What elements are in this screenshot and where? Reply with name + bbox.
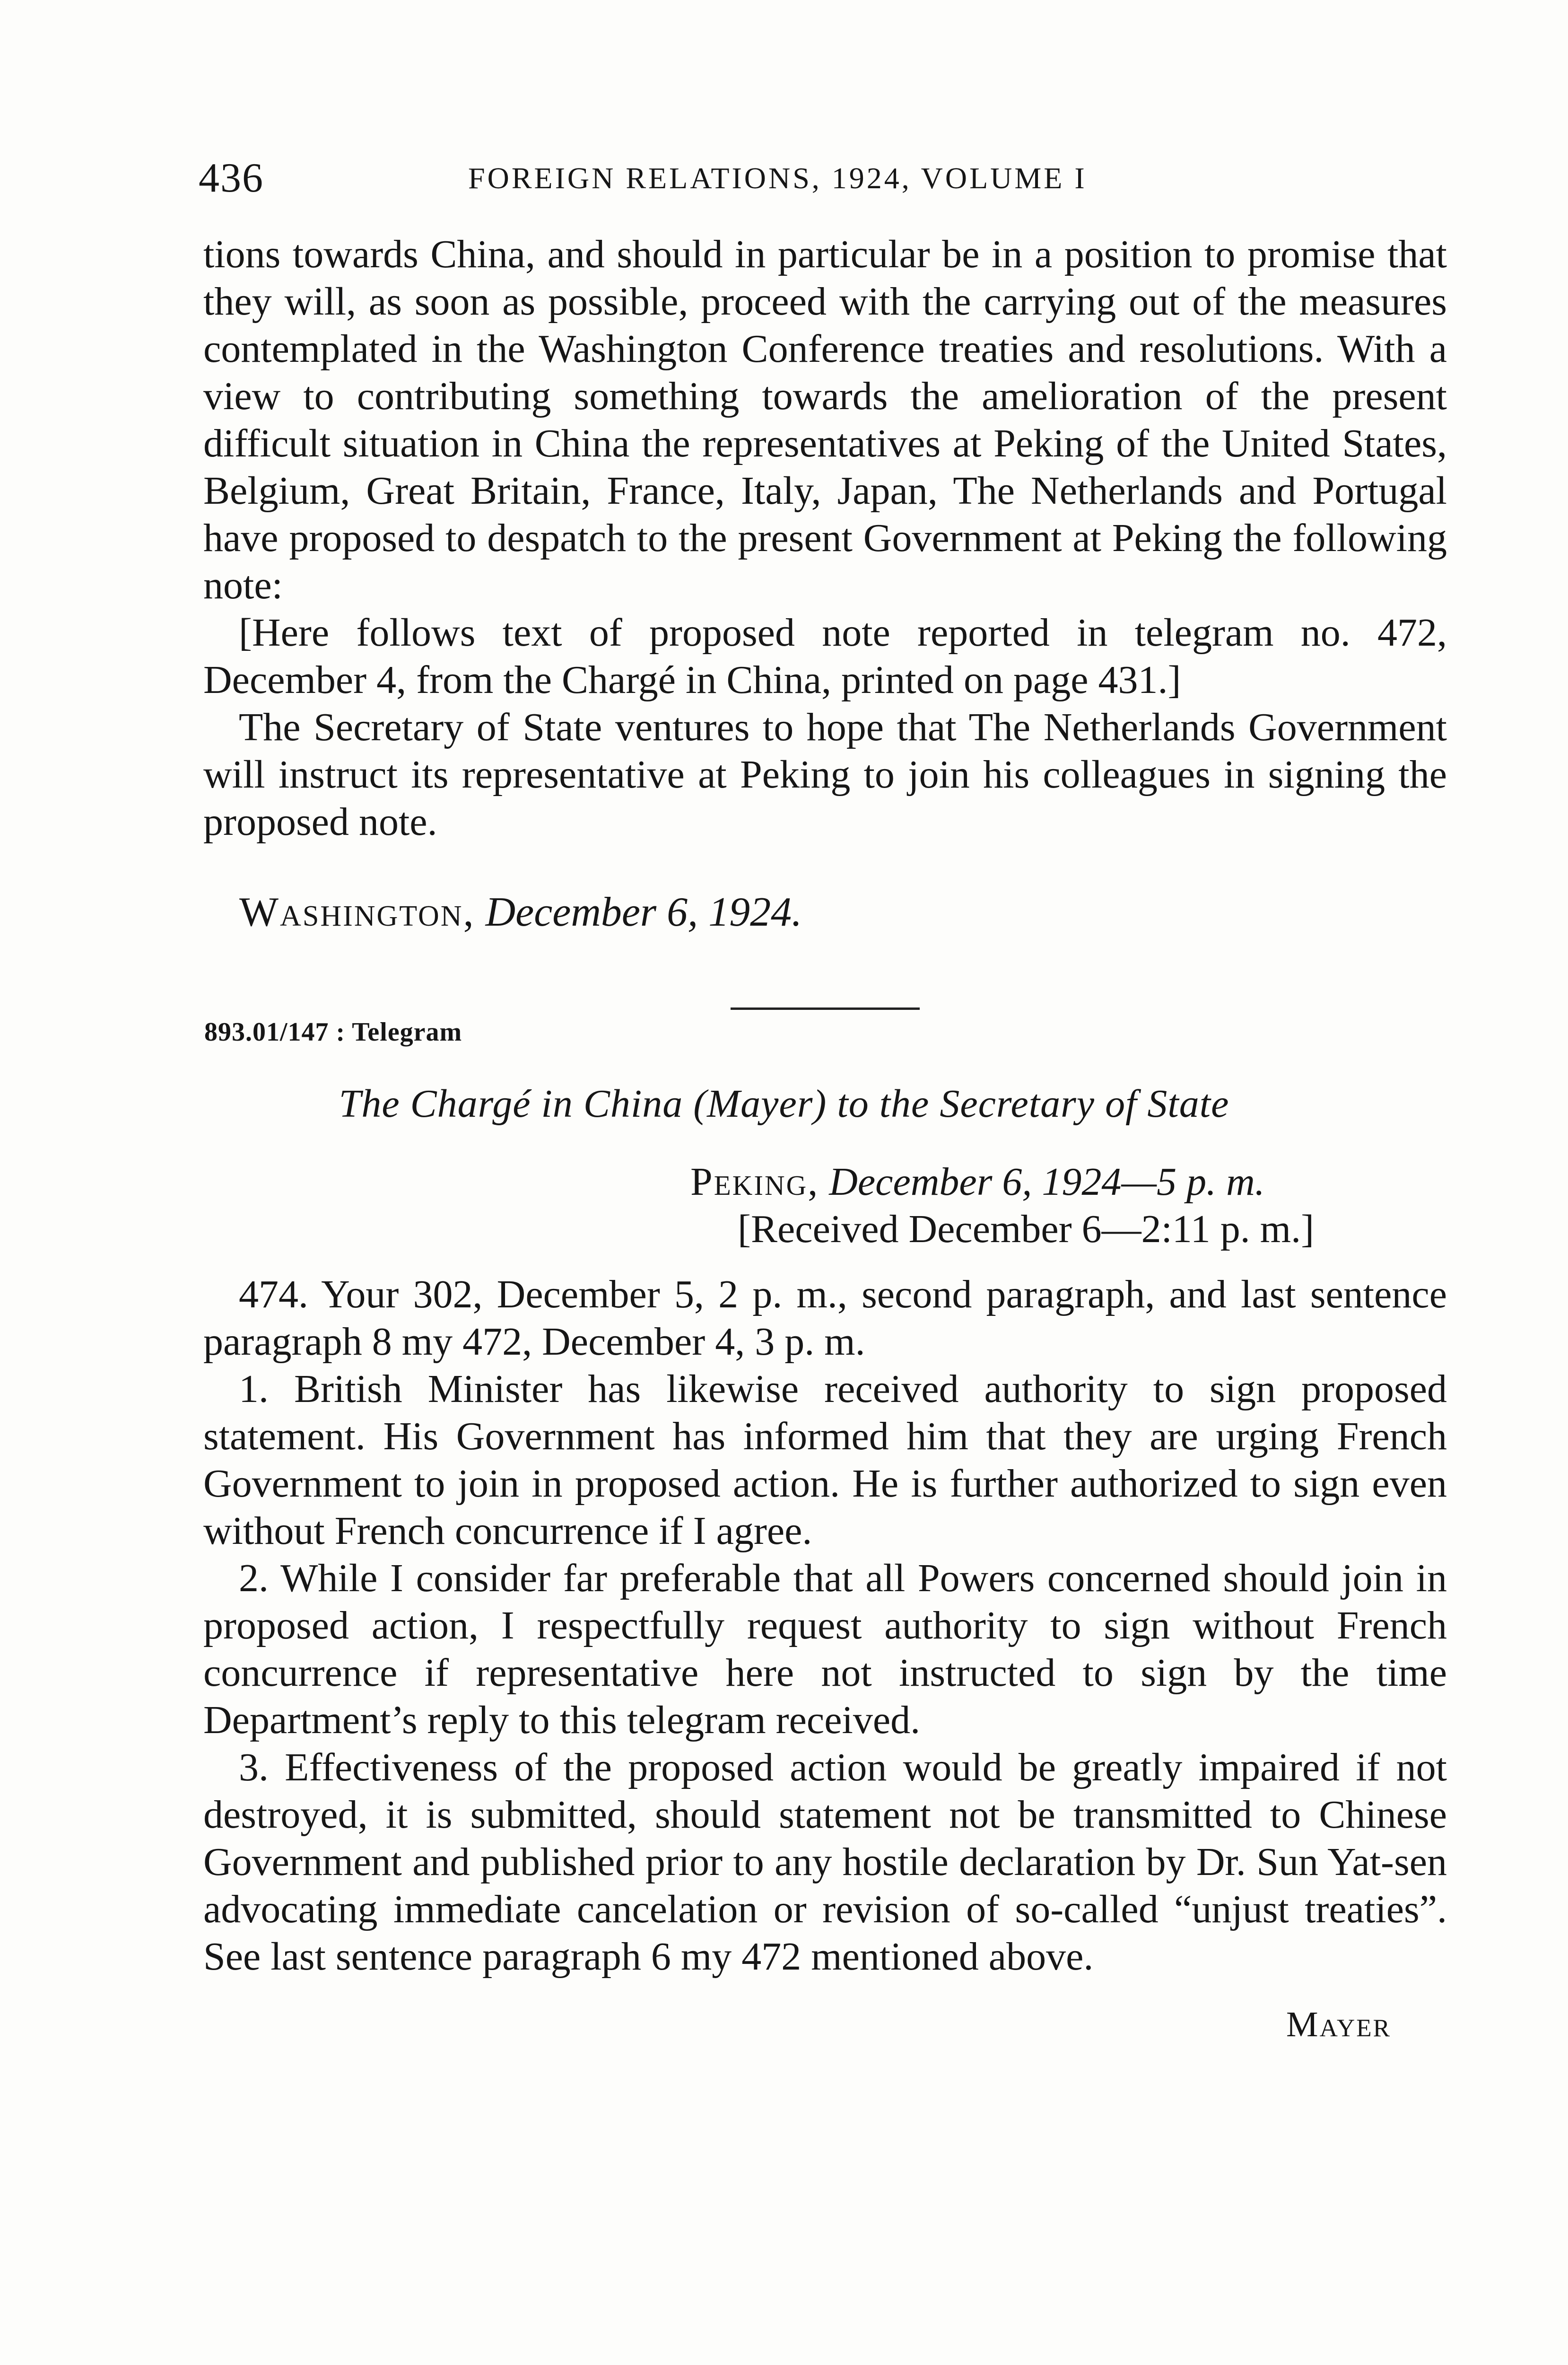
dateline-date: December 6, 1924. bbox=[485, 889, 802, 935]
document-title: The Chargé in China (Mayer) to the Secretary of State bbox=[339, 1082, 1229, 1126]
file-reference: 893.01/147 : Telegram bbox=[204, 1017, 462, 1047]
running-title: FOREIGN RELATIONS, 1924, VOLUME I bbox=[468, 161, 1087, 195]
dateline-place: Washington, bbox=[239, 889, 475, 935]
first-document-body bbox=[203, 231, 1447, 846]
received-note: [Received December 6—2:11 p. m.] bbox=[738, 1207, 1315, 1251]
dateline-place: Peking, bbox=[690, 1160, 819, 1204]
closing-paragraph: The Secretary of State ventures to hope that The Netherlands Government will instruct its representative at Peking to join his colleagues in signing the proposed note. bbox=[203, 705, 1447, 844]
telegram-dateline bbox=[690, 1159, 1265, 1205]
page-header bbox=[199, 154, 1452, 201]
second-document-body bbox=[203, 1271, 1447, 1980]
telegram-paragraph: 474. Your 302, December 5, 2 p. m., second paragraph, and last sentence paragraph 8 my 472, December 4, 3 p. m. bbox=[203, 1272, 1447, 1364]
page-number: 436 bbox=[199, 155, 264, 201]
signature-dateline bbox=[239, 888, 802, 936]
telegram-paragraph: 3. Effectiveness of the proposed action would be greatly impaired if not destroyed, it is submitted, should statement not be transmitted to Chinese Government and published prior to any hostile declaration by Dr. Sun Yat-sen advocating immediate cancelation or revision of so-called “unjust treaties”. See last sentence paragraph 6 my 472 mentioned above. bbox=[203, 1745, 1447, 1979]
telegram-paragraph: 2. While I consider far preferable that all Powers concerned should join in proposed action, I respectfully request authority to sign without French concurrence if representative here not instructed to sign by the time Department’s reply to this telegram received. bbox=[203, 1556, 1447, 1742]
signature: Mayer bbox=[1286, 2005, 1391, 2044]
continued-paragraph: tions towards China, and should in particular be in a position to promise that they will, as soon as possible, proceed with the carrying out of the measures contemplated in the Washington Conference treaties and resolutions. With a view to contributing something towards the amelioration of the present difficult situation in China the representatives at Peking of the United States, Belgium, Great Britain, France, Italy, Japan, The Netherlands and Portugal have proposed to despatch to the present Government at Peking the following note: bbox=[203, 232, 1447, 607]
editorial-note: [Here follows text of proposed note reported in telegram no. 472, December 4, from the Chargé in China, printed on page 431.] bbox=[203, 611, 1447, 702]
section-divider bbox=[731, 1007, 920, 1010]
dateline-date: December 6, 1924—5 p. m. bbox=[829, 1160, 1265, 1204]
telegram-paragraph: 1. British Minister has likewise received authority to sign proposed statement. His Government has informed him that they are urging French Government to join in proposed action. He is further authorized to sign even without French concurrence if I agree. bbox=[203, 1367, 1447, 1553]
